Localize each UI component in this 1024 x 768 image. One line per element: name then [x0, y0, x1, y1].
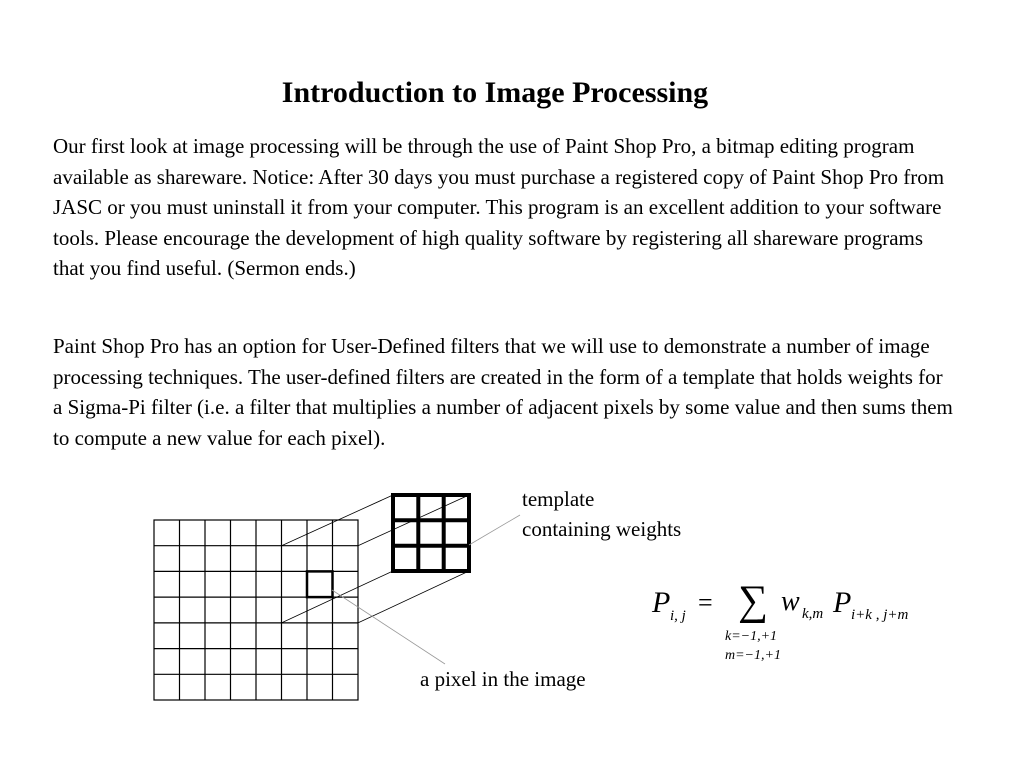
- template-leader-line: [469, 515, 520, 545]
- template-label-line2: containing weights: [522, 517, 682, 541]
- eq-lhs-symbol: P: [652, 586, 671, 619]
- template-label-line1: template: [522, 487, 595, 511]
- eq-limit-m: m=−1,+1: [725, 648, 781, 663]
- projection-lines: [282, 495, 470, 623]
- eq-weight-symbol: w: [781, 586, 800, 617]
- template-label: [522, 484, 681, 544]
- highlighted-pixel: [307, 571, 333, 597]
- sigma-pi-equation: [651, 578, 908, 663]
- intro-paragraph: Our first look at image processing will be through the use of Paint Shop Pro, a bitmap editing program available as shareware. Notice: After 30 days you must purchase a registered copy of Paint Shop Pro from JASC or you must uninstall it from your computer. This program is an excellent addition to your software tools. Please encourage the development of high quality software by registering all shareware programs that you find useful. (Sermon ends.): [53, 134, 945, 281]
- eq-lhs-subscript: i, j: [670, 608, 686, 624]
- eq-weight-subscript: k,m: [802, 606, 824, 622]
- page-title: Introduction to Image Processing: [281, 76, 709, 109]
- filter-paragraph: Paint Shop Pro has an option for User-Defined filters that we will use to demonstrate a number of image processing techniques. The user-defined filters are created in the form of a template that holds weights for a Sigma-Pi filter (i.e. a filter that multiplies a number of adjacent pixels by some value and then sums them to compute a new value for each pixel).: [53, 334, 953, 450]
- image-grid: [154, 520, 358, 700]
- template-grid: [393, 495, 469, 571]
- eq-equals: =: [698, 588, 713, 617]
- eq-limit-k: k=−1,+1: [725, 629, 778, 644]
- pixel-leader-line: [332, 590, 445, 664]
- pixel-label: a pixel in the image: [420, 667, 586, 691]
- eq-sum-symbol: ∑: [738, 578, 768, 624]
- eq-rhs-symbol: P: [833, 586, 852, 619]
- eq-rhs-subscript: i+k , j+m: [851, 607, 909, 623]
